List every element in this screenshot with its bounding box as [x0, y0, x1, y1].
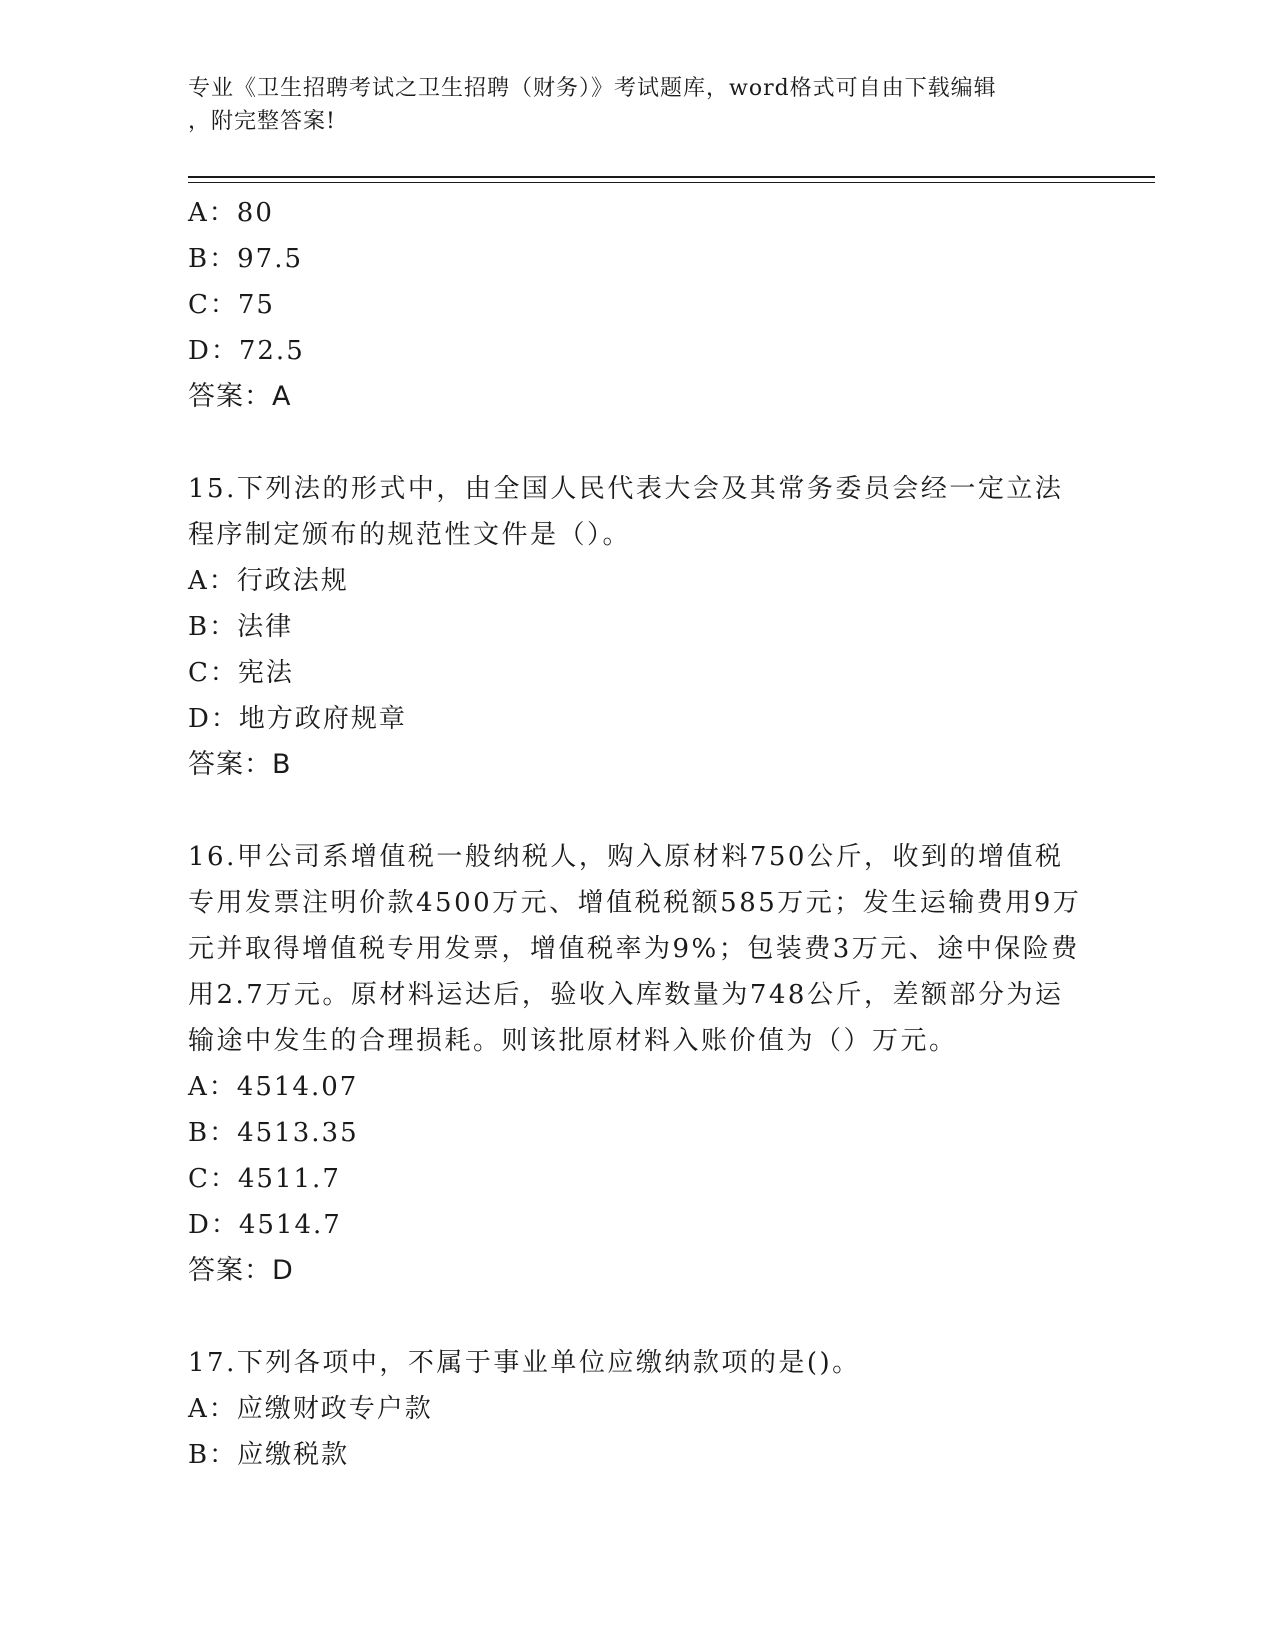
answer: 答案：D [188, 1255, 294, 1286]
option-a: A：80 [188, 198, 274, 228]
question-text: 17.下列各项中，不属于事业单位应缴纳款项的是()。 [188, 1348, 861, 1378]
option-d: D：72.5 [188, 336, 305, 366]
option-a: A：4514.07 [188, 1072, 359, 1102]
question-17 [188, 1340, 1088, 1478]
option-c: C：4511.7 [188, 1164, 341, 1194]
question-15 [188, 466, 1088, 788]
question-text: 16.甲公司系增值税一般纳税人，购入原材料750公斤，收到的增值税专用发票注明价款4500万元、增值税税额585万元；发生运输费用9万元并取得增值税专用发票，增值税率为9%；包装费3万元、途中保险费用2.7万元。原材料运达后，验收入库数量为748公斤，差额部分为运输途中发生的合理损耗。则该批原材料入账价值为（）万元。 [188, 842, 1082, 1056]
header-line-2: ，附完整答案! [188, 109, 336, 134]
option-a: A：行政法规 [188, 566, 349, 596]
option-c: C：75 [188, 290, 275, 320]
option-d: D：地方政府规章 [188, 704, 407, 734]
header-divider-thick [188, 176, 1155, 178]
header-divider-thin [188, 182, 1155, 183]
answer: 答案：B [188, 749, 292, 780]
option-b: B：4513.35 [188, 1118, 359, 1148]
question-text: 15.下列法的形式中，由全国人民代表大会及其常务委员会经一定立法程序制定颁布的规范性文件是（）。 [188, 474, 1064, 550]
question-14 [188, 190, 1088, 420]
document-header [188, 72, 1088, 138]
header-line-1: 专业《卫生招聘考试之卫生招聘（财务）》考试题库，word格式可自由下载编辑 [188, 76, 997, 101]
option-d: D：4514.7 [188, 1210, 342, 1240]
question-list [188, 190, 1088, 1478]
option-c: C：宪法 [188, 658, 294, 688]
option-b: B：应缴税款 [188, 1440, 350, 1470]
answer: 答案：A [188, 381, 292, 412]
option-b: B：法律 [188, 612, 294, 642]
option-b: B：97.5 [188, 244, 303, 274]
option-a: A：应缴财政专户款 [188, 1394, 433, 1424]
question-16 [188, 834, 1088, 1294]
